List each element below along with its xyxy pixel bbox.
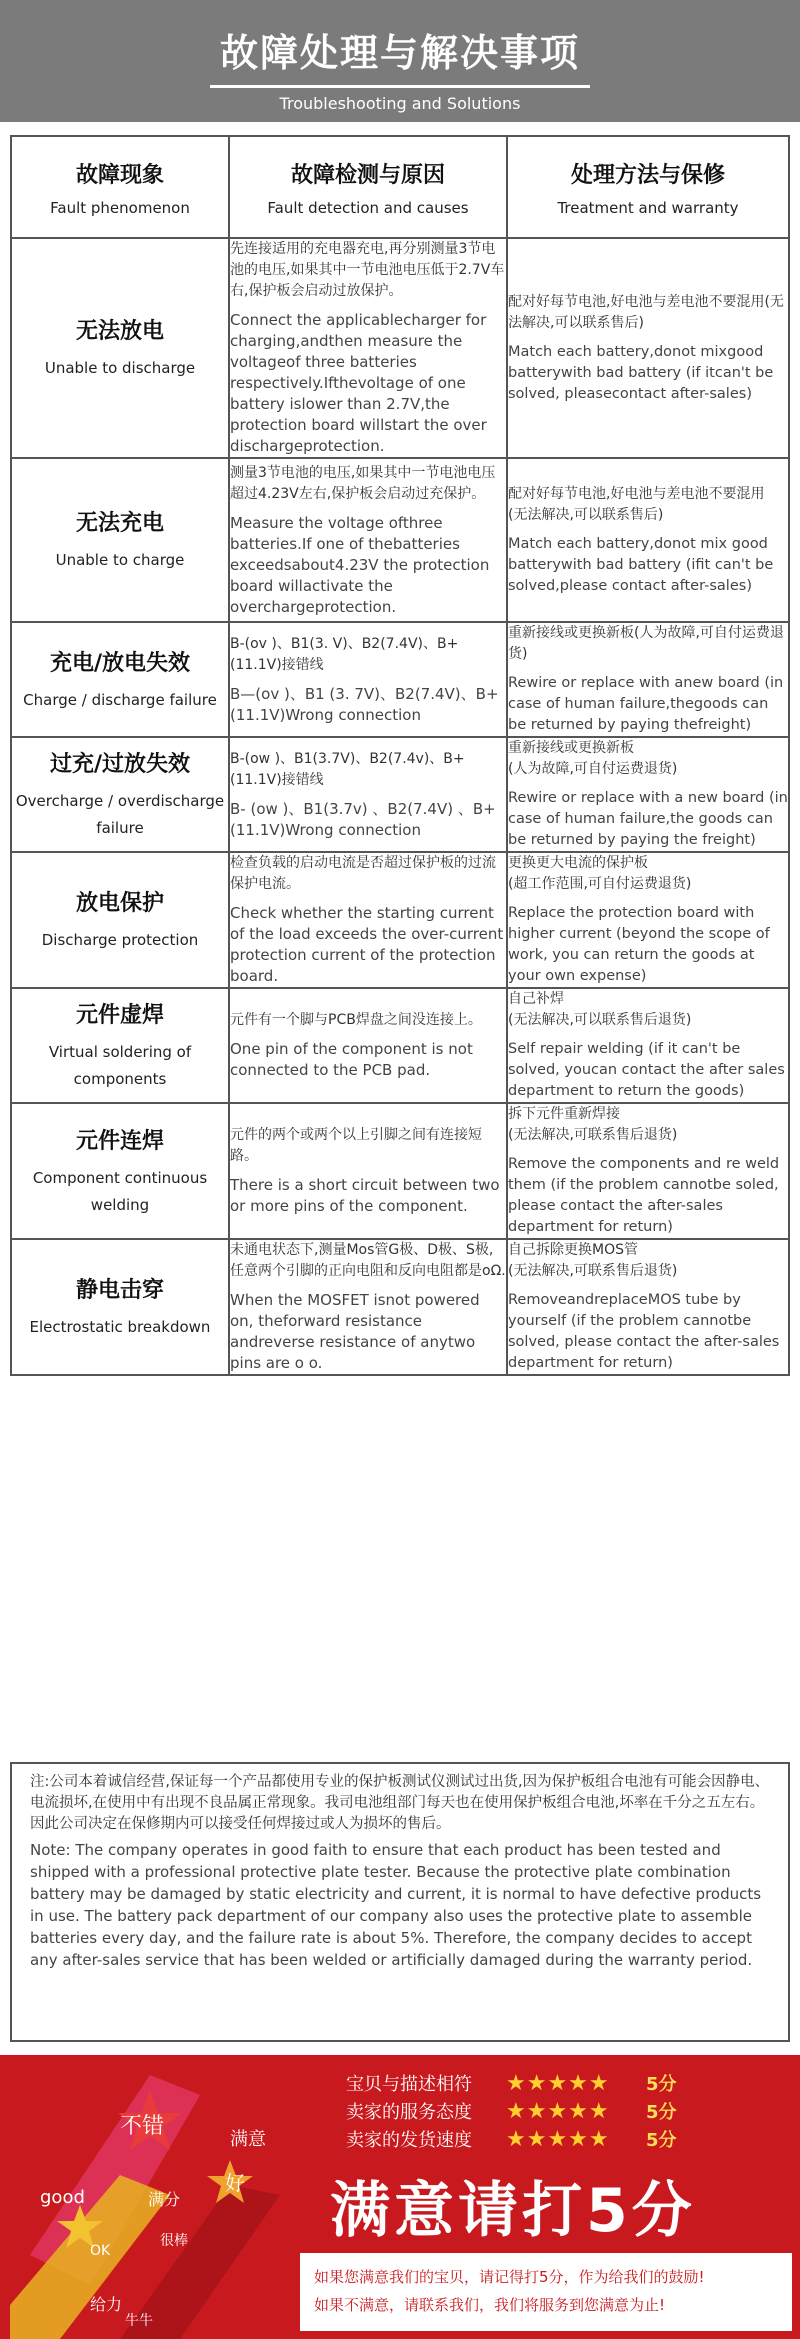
table-row (11, 238, 789, 458)
fault-treatment: 自己拆除更换MOS管 (无法解决,可联系售后退货) RemoveandreplaceMOS tube by yourself (if the problem cannotbe solved, please contact the after-sales department for return) (507, 1239, 789, 1375)
rating-message-panel (300, 2253, 792, 2331)
table-row (11, 737, 789, 852)
star-icons: ★★★★★ (506, 2126, 610, 2152)
fault-phenomenon: 元件连焊 Component continuous welding (11, 1103, 229, 1239)
column-header-cause: 故障检测与原因 Fault detection and causes (229, 136, 507, 238)
fault-phenomenon: 充电/放电失效 Charge / discharge failure (11, 622, 229, 737)
decorative-ribbons (0, 2055, 320, 2339)
fault-phenomenon: 无法充电 Unable to charge (11, 458, 229, 622)
fault-treatment: 拆下元件重新焊接 (无法解决,可联系售后退货) Remove the components and re weld them (if the problem cannotbe soled, please contact the after-sales department for return) (507, 1103, 789, 1239)
fault-cause: 检查负载的启动电流是否超过保护板的过流保护电流。 Check whether the starting current of the load exceeds the over-current protection current of the protection board. (229, 852, 507, 988)
rating-banner (0, 2055, 800, 2339)
rating-message-line: 如果您满意我们的宝贝，请记得打5分，作为给我们的鼓励! (314, 2268, 705, 2286)
page-subtitle: Troubleshooting and Solutions (279, 94, 521, 113)
rating-row: 宝贝与描述相符 ★★★★★ 5分 (346, 2070, 677, 2096)
fault-treatment: 重新接线或更换新板 (人为故障,可自付运费退货) Rewire or replace with a new board (in case of human failure,the goods can be returned by paying the freight) (507, 737, 789, 852)
title-divider (210, 85, 590, 88)
rating-message-line: 如果不满意，请联系我们，我们将服务到您满意为止! (314, 2296, 666, 2314)
fault-phenomenon: 无法放电 Unable to discharge (11, 238, 229, 458)
column-header-phenomenon: 故障现象 Fault phenomenon (11, 136, 229, 238)
fault-treatment: 重新接线或更换新板(人为故障,可自付运费退货) Rewire or replace with anew board (in case of human failure,thegoods can be returned by paying thefreight) (507, 622, 789, 737)
deco-word-7: OK (90, 2243, 111, 2259)
rating-row: 卖家的发货速度 ★★★★★ 5分 (346, 2126, 677, 2152)
fault-cause: B-(ow )、B1(3.7V)、B2(7.4v)、B+ (11.1V)接错线 B- (ow )、B1(3.7v) 、B2(7.4V) 、B+(11.1V)Wrong connection (229, 737, 507, 852)
note-chinese: 注:公司本着诚信经营,保证每一个产品都使用专业的保护板测试仪测试过出货,因为保护板组合电池有可能会因静电、电流损坏,在使用中有出现不良品属正常现象。我司电池组部门每天也在使用保护板组合电池,坏率在千分之五左右。因此公司决定在保修期内可以接受任何焊接过或人为损坏的售后。 (30, 1774, 770, 1832)
rating-list (346, 2069, 677, 2153)
troubleshooting-table-container (10, 135, 788, 1376)
deco-word-6: 很棒 (160, 2233, 188, 2249)
troubleshooting-table (10, 135, 790, 1376)
deco-word-9: 牛牛 (125, 2313, 153, 2329)
deco-word-2: 满分 (148, 2190, 181, 2209)
fault-treatment: 配对好每节电池,好电池与差电池不要混用 (无法解决,可以联系售后) Match each battery,donot mix good batterywith bad battery (ifit can't be solved,please contact after-sales) (507, 458, 789, 622)
table-row (11, 458, 789, 622)
deco-word-8: 给力 (90, 2295, 123, 2314)
table-row (11, 852, 789, 988)
fault-phenomenon: 放电保护 Discharge protection (11, 852, 229, 988)
deco-word-3: 满意 (230, 2129, 266, 2150)
fault-cause: 未通电状态下,测量Mos管G极、D极、S极,任意两个引脚的正向电阻和反向电阻都是oΩ. When the MOSFET isnot powered on, theforward resistance andreverse resistance of anytwo pins are o o. (229, 1239, 507, 1375)
fault-cause: 先连接适用的充电器充电,再分别测量3节电池的电压,如果其中一节电池电压低于2.7V车右,保护板会启动过放保护。 Connect the applicablecharger for charging,andthen measure the voltageof three batteries respectively.Ifthevoltage of one battery islower than 2.7V,the protection board willstart the over dischargeprotection. (229, 238, 507, 458)
star-icons: ★★★★★ (506, 2098, 610, 2124)
fault-cause: 测量3节电池的电压,如果其中一节电池电压超过4.23V左右,保护板会启动过充保护。 Measure the voltage ofthree batteries.If one of thebatteries exceedsabout4.23V the protection board willactivate the overchargeprotection. (229, 458, 507, 622)
deco-word-4: 好 (225, 2171, 245, 2195)
fault-cause: B-(ov )、B1(3. V)、B2(7.4V)、B+(11.1V)接错线 B—(ov )、B1 (3. 7V)、B2(7.4V)、B+(11.1V)Wrong connection (229, 622, 507, 737)
table-header-row (11, 136, 789, 238)
table-row (11, 1103, 789, 1239)
table-row (11, 622, 789, 737)
deco-word-1: 不错 (120, 2114, 165, 2139)
fault-treatment: 自己补焊 (无法解决,可以联系售后退货) Self repair welding (if it can't be solved, youcan contact the after sales department to return the goods) (507, 988, 789, 1103)
company-note (10, 1762, 790, 2042)
table-row (11, 988, 789, 1103)
page-header (0, 0, 800, 122)
page-title: 故障处理与解决事项 (219, 31, 580, 75)
fault-phenomenon: 过充/过放失效 Overcharge / overdischarge failure (11, 737, 229, 852)
deco-word-5: good (40, 2187, 85, 2208)
fault-cause: 元件的两个或两个以上引脚之间有连接短路。 There is a short circuit between two or more pins of the component. (229, 1103, 507, 1239)
fault-treatment: 更换更大电流的保护板 (超工作范围,可自付运费退货) Replace the protection board with higher current (beyond the scope of work, you can return the goods at your own expense) (507, 852, 789, 988)
rating-slogan: 满意请打5分 (330, 2176, 696, 2246)
table-row (11, 1239, 789, 1375)
star-icons: ★★★★★ (506, 2070, 610, 2096)
fault-phenomenon: 静电击穿 Electrostatic breakdown (11, 1239, 229, 1375)
column-header-treatment: 处理方法与保修 Treatment and warranty (507, 136, 789, 238)
rating-row: 卖家的服务态度 ★★★★★ 5分 (346, 2098, 677, 2124)
note-english: Note: The company operates in good faith to ensure that each product has been tested and shipped with a professional protective plate tester. Because the protective plate combination battery may be damaged by static electricity and current, it is normal to have defective products in use. The battery pack department of our company also uses the protective plate to assemble batteries every day, and the failure rate is about 5%. Therefore, the company decides to accept any after-sales service that has been welded or artificially damaged during the warranty period. (30, 1841, 762, 1969)
fault-treatment: 配对好每节电池,好电池与差电池不要混用(无法解决,可以联系售后) Match each battery,donot mixgood batterywith bad battery (if itcan't be solved, pleasecontact after-sales) (507, 238, 789, 458)
fault-cause: 元件有一个脚与PCB焊盘之间没连接上。 One pin of the component is not connected to the PCB pad. (229, 988, 507, 1103)
fault-phenomenon: 元件虚焊 Virtual soldering of components (11, 988, 229, 1103)
